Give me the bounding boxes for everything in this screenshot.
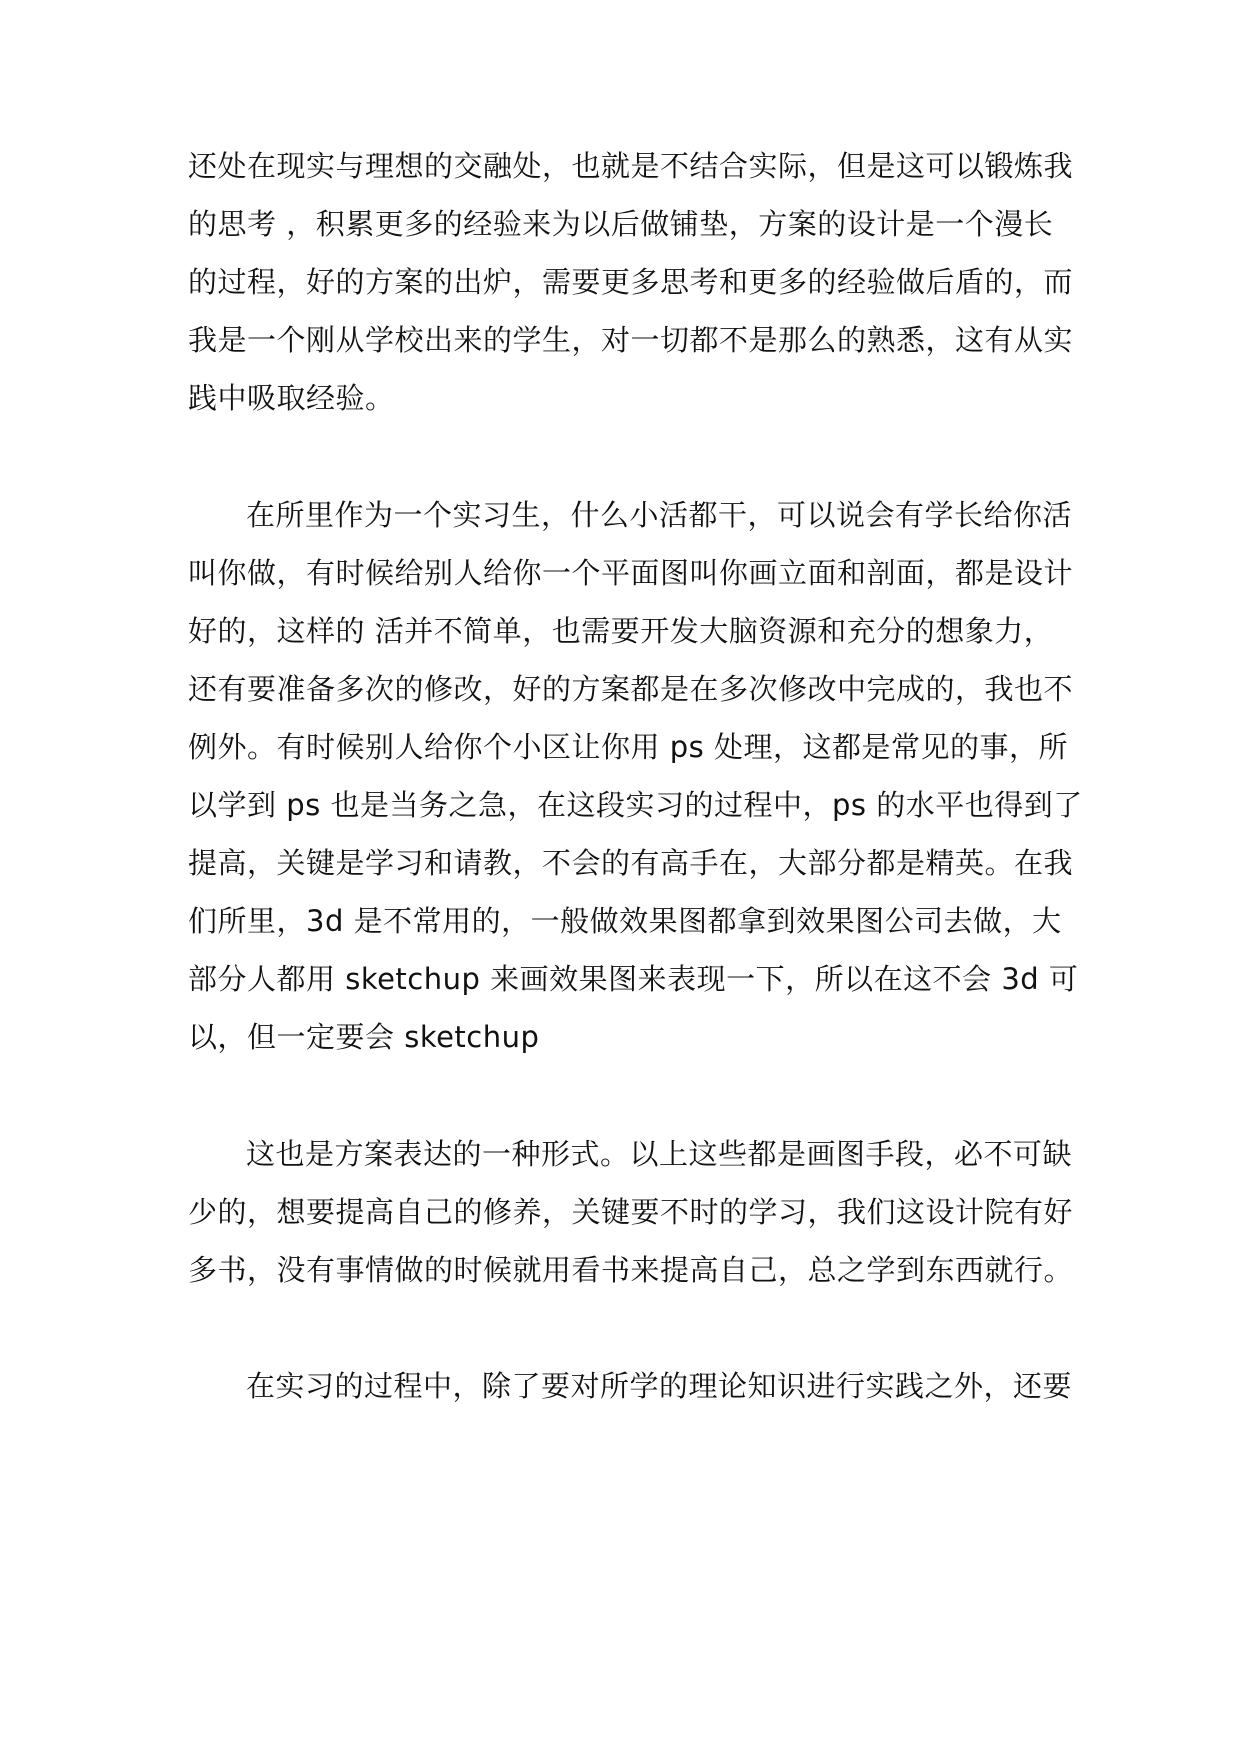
text-line: 以，但一定要会 sketchup bbox=[188, 1020, 540, 1054]
text-line: 好的，这样的 活并不简单，也需要开发大脑资源和充分的想象力， bbox=[188, 614, 1054, 648]
text-line: 们所里，3d 是不常用的，一般做效果图都拿到效果图公司去做，大 bbox=[188, 904, 1062, 938]
text-line: 这也是方案表达的一种形式。以上这些都是画图手段，必不可缺 bbox=[246, 1137, 1073, 1171]
text-line: 的思考 ，积累更多的经验来为以后做铺垫，方案的设计是一个漫长 bbox=[188, 207, 1054, 241]
text-line: 在所里作为一个实习生，什么小活都干，可以说会有学长给你活 bbox=[246, 498, 1073, 532]
text-line: 部分人都用 sketchup 来画效果图来表现一下，所以在这不会 3d 可 bbox=[188, 962, 1079, 996]
text-line: 在实习的过程中，除了要对所学的理论知识进行实践之外，还要 bbox=[246, 1369, 1073, 1403]
text-line: 例外。有时候别人给你个小区让你用 ps 处理，这都是常见的事，所 bbox=[188, 730, 1068, 764]
text-line: 的过程，好的方案的出炉，需要更多思考和更多的经验做后盾的，而 bbox=[188, 265, 1074, 299]
text-line: 多书，没有事情做的时候就用看书来提高自己，总之学到东西就行。 bbox=[188, 1253, 1074, 1287]
text-line: 还处在现实与理想的交融处，也就是不结合实际，但是这可以锻炼我 bbox=[188, 149, 1074, 183]
text-line: 叫你做，有时候给别人给你一个平面图叫你画立面和剖面，都是设计 bbox=[188, 556, 1074, 590]
text-line: 践中吸取经验。 bbox=[188, 381, 395, 415]
text-line: 少的，想要提高自己的修养，关键要不时的学习，我们这设计院有好 bbox=[188, 1195, 1074, 1229]
text-line: 还有要准备多次的修改，好的方案都是在多次修改中完成的，我也不 bbox=[188, 672, 1074, 706]
text-line: 提高，关键是学习和请教，不会的有高手在，大部分都是精英。在我 bbox=[188, 846, 1074, 880]
text-line: 我是一个刚从学校出来的学生，对一切都不是那么的熟悉，这有从实 bbox=[188, 323, 1074, 357]
text-line: 以学到 ps 也是当务之急，在这段实习的过程中，ps 的水平也得到了 bbox=[188, 788, 1083, 822]
